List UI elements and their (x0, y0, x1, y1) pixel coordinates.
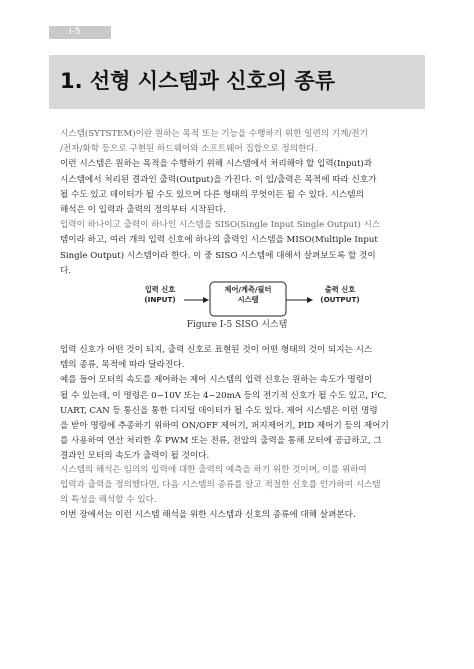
paragraph-4 (60, 508, 426, 523)
paragraph-2-line: 입력 신호가 어떤 것이 되지, 출력 신호로 표현된 것이 어떤 형태의 것이 되지는 시스 (60, 345, 373, 355)
paragraph-2-line: 을 받아 명령에 추종하기 위하여 ON/OFF 제어기, 퍼지제어기, PID 제어기 등의 제어기 (60, 421, 389, 432)
paragraph-3-line: 시스템의 해석은 임의의 입력에 대한 출력의 예측을 하기 위한 것이며, 이를 위하여 (60, 465, 367, 475)
system-label (210, 285, 286, 305)
input-label (134, 285, 186, 305)
section-title: 1. 선형 시스템과 신호의 종류 (60, 69, 335, 93)
siso-diagram (140, 278, 360, 322)
paragraph-4-line: 이번 장에서는 이런 시스템 해석을 위한 시스템과 신호의 종류에 대해 살펴본다. (60, 510, 356, 520)
paragraph-2-line: 결과인 모터의 속도가 출력이 될 것이다. (60, 451, 210, 462)
paragraph-2-line: UART, CAN 등 통신을 통한 디지털 데이터가 될 수도 있다. 제어 시스템은 이런 명령 (60, 405, 378, 416)
input-label-line: 입력 신호 (144, 285, 176, 294)
paragraph-1-line: Single Output) 시스템이라 한다. 이 중 SISO 시스템에 대해서 살펴보도록 할 것이 (60, 250, 376, 261)
system-label-line: 시스템 (237, 295, 259, 304)
output-label (312, 285, 368, 305)
paragraph-1-line: 이런 시스템은 원하는 목적을 수행하기 위해 시스템에서 처리해야 할 입력(Input)과 (60, 159, 373, 170)
paragraph-3-line: 의 특성을 해석할 수 있다. (60, 495, 157, 506)
paragraph-3 (60, 463, 426, 509)
system-label-line: 제어/계측/필터 (224, 285, 272, 294)
paragraph-3-line: 입력과 출력을 정의했다면, 다음 시스템의 종류를 알고 적절한 신호를 인가하여 시스템 (60, 480, 381, 491)
input-label-line: (INPUT) (144, 295, 176, 304)
paragraph-1-line: 입력이 하나이고 출력이 하나인 시스템을 SISO(Single Input Single Output) 시스 (60, 220, 381, 231)
paragraph-2-line: 될 수 있는데, 이 명령은 0~10V 또는 4~20mA 등의 전기적 신호가 될 수도 있고, I²C, (60, 390, 387, 401)
paragraph-2-line: 템의 종류, 목적에 따라 달라진다. (60, 360, 185, 371)
output-label-line: 출력 신호 (324, 285, 356, 294)
paragraph-1-line: 시스템(SYTSTEM)이란 원하는 목적 또는 기능을 수행하기 위한 일련의 기계/전기 (60, 129, 368, 139)
page-label: I-5 (49, 26, 111, 39)
paragraph-2-line: 예를 들어 모터의 속도를 제어하는 제어 시스템의 입력 신호는 원하는 속도가 명령이 (60, 375, 373, 386)
paragraph-1-line: 다. (60, 265, 72, 276)
paragraph-2 (60, 343, 426, 465)
output-label-line: (OUTPUT) (320, 295, 360, 304)
paragraph-1-line: 될 수도 있고 데이터가 될 수도 있으며 다른 형태의 무엇이든 될 수 있다. 시스템의 (60, 189, 364, 200)
paragraph-1-line: 해석은 이 입력과 출력의 정의부터 시작된다. (60, 205, 226, 216)
paragraph-2-line: 를 사용하여 연산 처리한 후 PWM 또는 전류, 전압의 출력을 통해 모터에 공급하고, 그 (60, 436, 382, 447)
paragraph-1-line: 템이라 하고, 여러 개의 입력 신호에 하나의 출력인 시스템을 MISO(Multiple Input (60, 235, 378, 246)
paragraph-1-line: /전자/화학 등으로 구현된 하드웨어와 소프트웨어 집합으로 정의한다. (60, 144, 318, 155)
figure-caption: Figure I-5 SISO 시스템 (186, 320, 288, 330)
paragraph-1 (60, 127, 426, 279)
paragraph-1-line: 시스템에서 처리된 결과인 출력(Output)을 가진다. 이 입/출력은 목적에 따라 신호가 (60, 174, 377, 185)
